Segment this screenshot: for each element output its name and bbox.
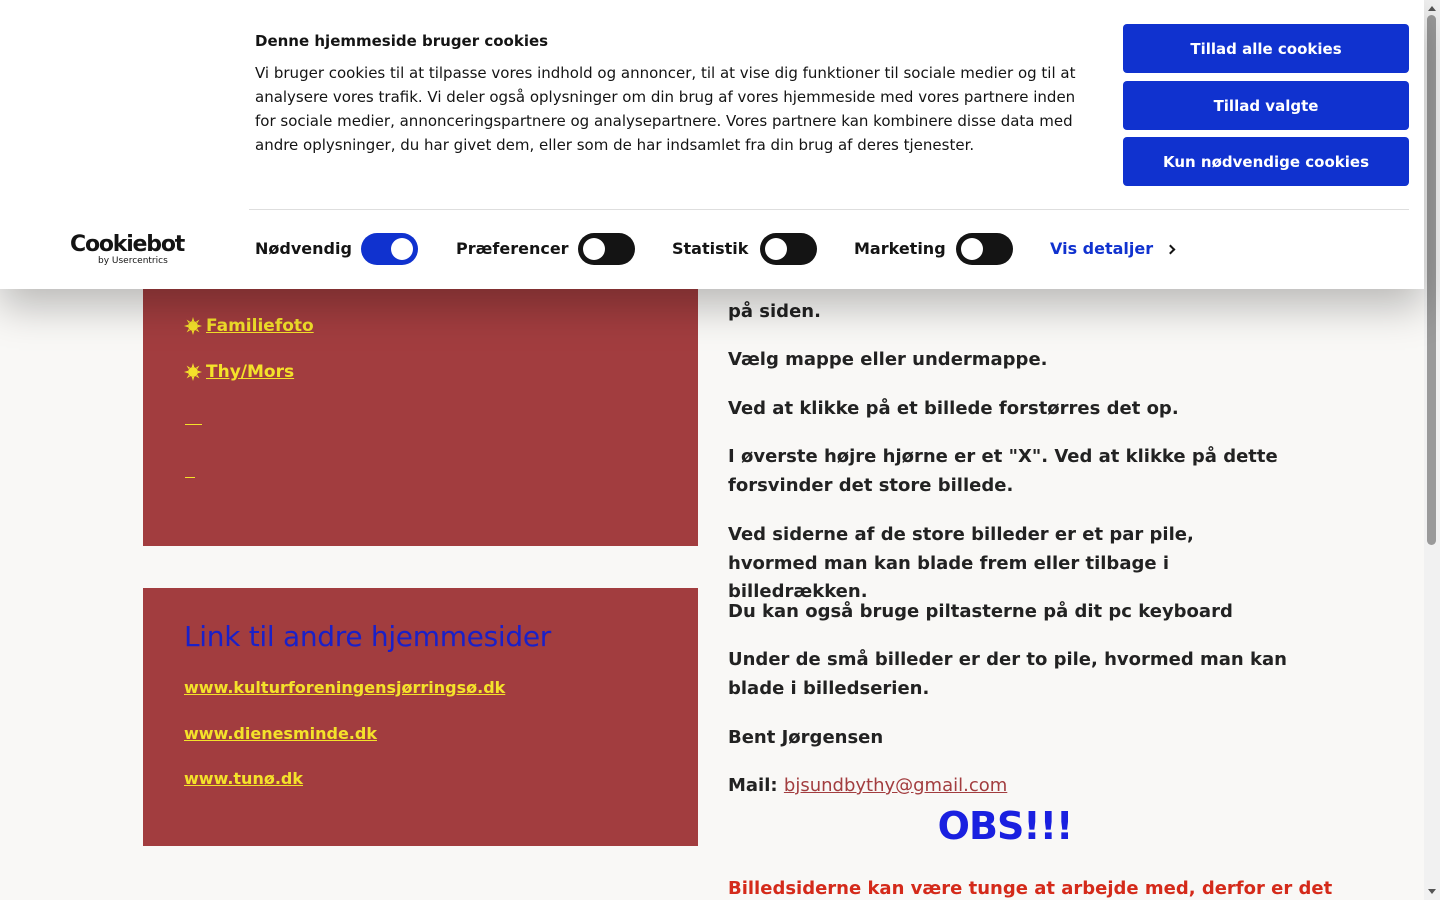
toggle-knob — [583, 238, 605, 260]
paragraph: Ved at klikke på et billede forstørres det op. — [728, 398, 1179, 419]
toggle-label-preferences: Præferencer — [456, 239, 569, 258]
paragraph: Vælg mappe eller undermappe. — [728, 349, 1048, 370]
allow-selected-button[interactable]: Tillad valgte — [1123, 81, 1409, 130]
mail-line — [728, 772, 1288, 801]
allow-all-cookies-button[interactable]: Tillad alle cookies — [1123, 24, 1409, 73]
toggle-knob — [961, 238, 983, 260]
warning-text: Billedsiderne kan være tunge at arbejde med, derfor er det — [728, 878, 1333, 899]
paragraph: Ved siderne af de store billeder er et par pile, hvormed man kan blade frem eller tilbage i billedrækken. — [728, 524, 1194, 602]
external-link-kulturforening[interactable]: www.kulturforeningensjørringsø.dk — [184, 678, 506, 697]
external-link-dienesminde[interactable]: www.dienesminde.dk — [184, 724, 377, 743]
sun-icon — [184, 317, 202, 335]
paragraph: Du kan også bruge piltasterne på dit pc keyboard — [728, 601, 1233, 622]
cookie-banner — [0, 0, 1424, 289]
links-box-title: Link til andre hjemmesider — [184, 620, 551, 653]
paragraph: I øverste højre hjørne er et "X". Ved at klikke på dette forsvinder det store billede. — [728, 446, 1278, 496]
cookie-title: Denne hjemmeside bruger cookies — [255, 32, 549, 50]
toggle-knob — [391, 238, 413, 260]
nav-link-empty-1[interactable] — [185, 421, 202, 425]
scroll-thumb[interactable] — [1427, 15, 1436, 545]
nav-link-familiefoto[interactable] — [184, 316, 314, 336]
cookiebot-logo — [70, 232, 185, 268]
paragraph: på siden. — [728, 301, 821, 322]
nav-link-empty-2[interactable] — [185, 474, 195, 478]
paragraph: Under de små billeder er der to pile, hvormed man kan blade i billedserien. — [728, 649, 1287, 699]
toggle-statistics[interactable] — [760, 233, 817, 265]
external-link-tuno[interactable]: www.tunø.dk — [184, 769, 303, 788]
cookie-text: Vi bruger cookies til at tilpasse vores indhold og annoncer, til at vise dig funktioner til sociale medier og til at analysere vores trafik. Vi deler også oplysninger om din brug af vores hjemmeside med vores partnere inden for sociale medier, annonceringspartnere og analysepartnere. Vores partnere kan kombinere disse data med andre oplysninger, du har givet dem, eller som de har indsamlet fra din brug af deres tjenester. — [255, 64, 1076, 154]
mail-link[interactable]: bjsundbythy@gmail.com — [783, 775, 1008, 796]
cookie-divider — [249, 209, 1409, 210]
mail-label: Mail: — [728, 775, 778, 796]
page-scrollbar[interactable] — [1424, 0, 1440, 900]
logo-sub-text: by Usercentrics — [98, 256, 168, 266]
toggle-necessary[interactable] — [361, 233, 418, 265]
logo-main-text: Cookiebot — [70, 232, 185, 257]
nav-link-label: Thy/Mors — [206, 362, 295, 382]
show-details-label: Vis detaljer — [1050, 239, 1154, 258]
toggle-label-statistics: Statistik — [672, 239, 749, 258]
nav-link-thy-mors[interactable] — [184, 362, 294, 382]
toggle-label-marketing: Marketing — [854, 239, 946, 258]
toggle-knob — [765, 238, 787, 260]
nav-link-label: Familiefoto — [206, 316, 314, 336]
links-box — [143, 588, 698, 846]
scroll-up-arrow-icon[interactable] — [1428, 6, 1436, 11]
chevron-right-icon — [1166, 244, 1176, 254]
author-name: Bent Jørgensen — [728, 727, 884, 748]
toggle-label-necessary: Nødvendig — [255, 239, 352, 258]
sun-icon — [184, 363, 202, 381]
show-details-link[interactable] — [1050, 239, 1174, 258]
obs-heading: OBS!!! — [937, 804, 1073, 848]
toggle-preferences[interactable] — [578, 233, 635, 265]
necessary-only-button[interactable]: Kun nødvendige cookies — [1123, 137, 1409, 186]
toggle-marketing[interactable] — [956, 233, 1013, 265]
scroll-down-arrow-icon[interactable] — [1428, 889, 1436, 894]
